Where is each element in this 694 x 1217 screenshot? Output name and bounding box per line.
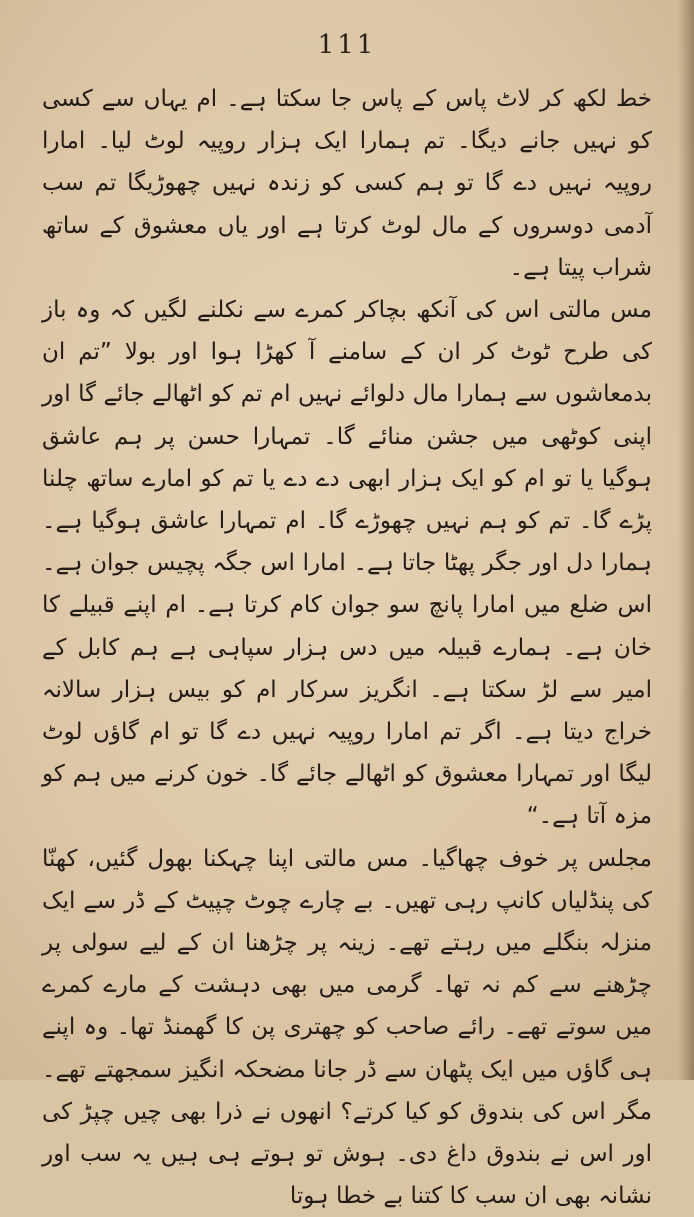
- page-number: 111: [317, 30, 377, 60]
- paragraph-3: مجلس پر خوف چھاگیا۔ مس مالتی اپنا چہکنا بھول گئیں، کھنّا کی پنڈلیاں کانپ رہی تھیں۔ بے چارے چوٹ چپیٹ کے ڈر سے ایک منزلہ بنگلے میں رہتے تھے۔ زینہ پر چڑھنا ان کے لیے سولی پر چڑھنے سے کم نہ تھا۔ گرمی میں بھی دہشت کے مارے کمرے میں سوتے تھے۔ رائے صاحب کو چھتری پن کا گھمنڈ تھا۔ وہ اپنے ہی گاؤں میں ایک پٹھان سے ڈر جانا مضحکہ انگیز سمجھتے تھے۔ مگر اس کی بندوق کو کیا کرتے؟ انھوں نے ذرا بھی چیں چپڑ کی اور اس نے بندوق داغ دی۔ ہوش تو ہوتے ہی ہیں یہ سب اور نشانہ بھی ان سب کا کتنا بے خطا ہوتا: [42, 845, 652, 1210]
- paragraph-1: خط لکھ کر لاٹ پاس کے پاس جا سکتا ہے۔ ام یہاں سے کسی کو نہیں جانے دیگا۔ تم ہمارا ایک ہزار روپیہ لوٹ لیا۔ امارا روپیہ نہیں دے گا تو ہم کسی کو زندہ نہیں چھوڑیگا تم سب آدمی دوسروں کے مال لوٹ کرتا ہے اور یاں معشوق کے ساتھ شراب پیتا ہے۔: [42, 86, 652, 281]
- paragraph-2: مس مالتی اس کی آنکھ بچاکر کمرے سے نکلنے لگیں کہ وہ باز کی طرح ٹوٹ کر ان کے سامنے آ کھڑا ہوا اور بولا ”تم ان بدمعاشوں سے ہمارا مال دلوائے نہیں ام تم کو اٹھالے جائے گا اور اپنی کوٹھی میں جشن منائے گا۔ تمہارا حسن پر ہم عاشق ہوگیا یا تو ام کو ایک ہزار ابھی دے دے یا تم کو امارے ساتھ چلنا پڑے گا۔ تم کو ہم نہیں چھوڑے گا۔ ام تمہارا عاشق ہوگیا ہے۔ ہمارا دل اور جگر پھٹا جاتا ہے۔ امارا اس جگہ پچیس جوان ہے۔ اس ضلع میں امارا پانچ سو جوان کام کرتا ہے۔ ام اپنے قبیلے کا خان ہے۔ ہمارے قبیلہ میں دس ہزار سپاہی ہے ہم کابل کے امیر سے لڑ سکتا ہے۔ انگریز سرکار ام کو بیس ہزار سالانہ خراج دیتا ہے۔ اگر تم امارا روپیہ نہیں دے گا تو ام گاؤں لوٹ لیگا اور تمہارا معشوق کو اٹھالے جائے گا۔ خون کرنے میں ہم کو مزہ آتا ہے۔“: [42, 297, 652, 830]
- page-spine-shadow: [678, 0, 694, 1080]
- body-text: [42, 78, 652, 1217]
